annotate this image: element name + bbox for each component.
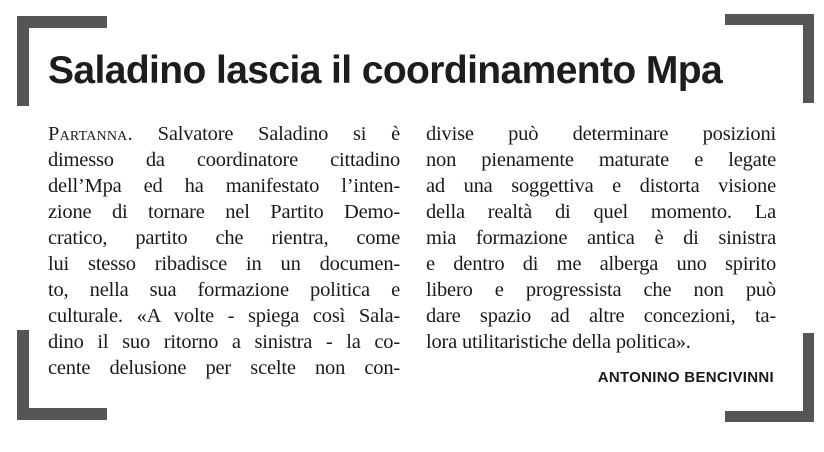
article-line: culturale. «A volte - spiega così Sala-: [48, 305, 400, 327]
article-line: e dentro di me alberga uno spirito: [426, 253, 776, 275]
article-line: mia formazione antica è di sinistra: [426, 227, 776, 249]
article-line: libero e progressista che non può: [426, 279, 776, 301]
article-headline: Saladino lascia il coordinamento Mpa: [48, 49, 723, 92]
article-line: non pienamente maturate e legate: [426, 149, 776, 171]
article-byline: ANTONINO BENCIVINNI: [597, 369, 774, 386]
article-line: lui stesso ribadisce in un documen-: [48, 253, 400, 275]
article-column-right: [426, 121, 776, 355]
article-line: zione di tornare nel Partito Demo-: [48, 201, 400, 223]
article-line: della realtà di quel momento. La: [426, 201, 776, 223]
article-dateline: Partanna.: [48, 123, 133, 145]
article-line: [48, 121, 400, 147]
article-line: cente delusione per scelte non con-: [48, 357, 400, 379]
article-line: cratico, partito che rientra, come: [48, 227, 400, 249]
article-line: lora utilitaristiche della politica».: [426, 331, 691, 353]
article-line: dino il suo ritorno a sinistra - la co-: [48, 331, 400, 353]
article-line: dell’Mpa ed ha manifestato l’inten-: [48, 175, 400, 197]
article-line-text: Salvatore Saladino si è: [132, 123, 400, 145]
article-line: to, nella sua formazione politica e: [48, 279, 400, 301]
article-line: dimesso da coordinatore cittadino: [48, 149, 400, 171]
article-line: ad una soggettiva e distorta visione: [426, 175, 776, 197]
article-column-left: [48, 121, 400, 381]
article-line: divise può determinare posizioni: [426, 123, 776, 145]
article-line: dare spazio ad altre concezioni, ta-: [426, 305, 776, 327]
